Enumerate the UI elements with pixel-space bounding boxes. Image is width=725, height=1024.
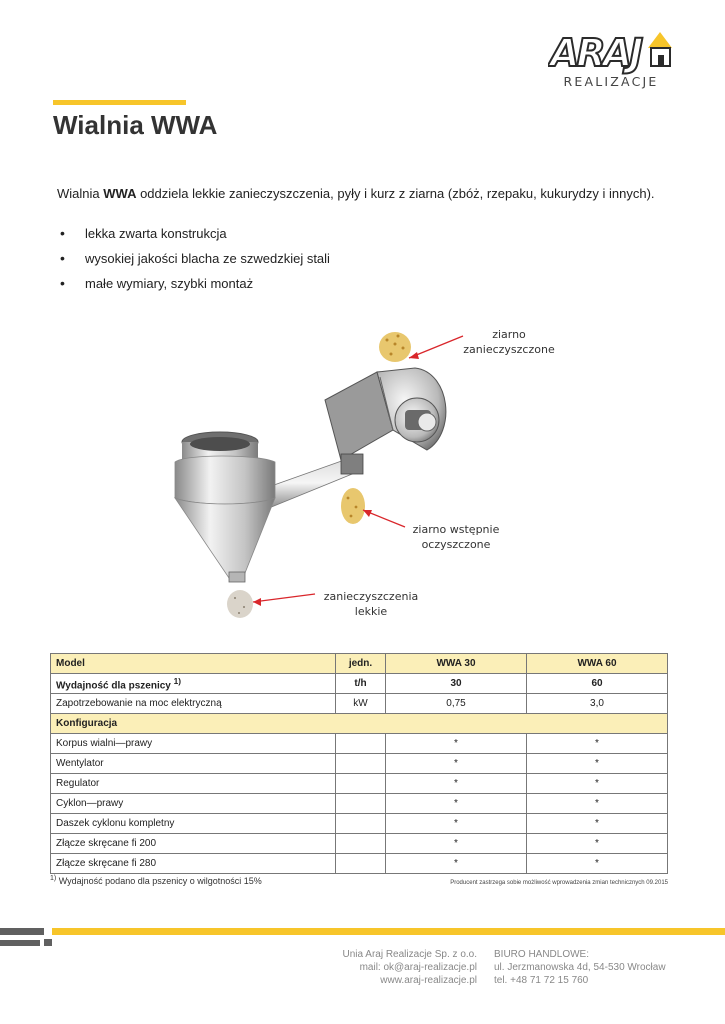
winnower-drawing [165,322,565,622]
araj-logo-mark [548,28,678,76]
row-value-wwa30: * [386,794,527,814]
feature-item: • lekka zwarta konstrukcja [60,226,330,251]
logo-subtitle: REALIZACJE [563,74,659,89]
header-unit: jedn. [336,654,386,674]
label-bot-line2: lekkie [354,605,388,618]
page-title [53,110,217,141]
row-value-wwa30: * [386,734,527,754]
label-light-impurities [311,589,431,619]
footer-office-title: BIURO HANDLOWE: [494,949,590,960]
title-bold: WWA [151,110,218,140]
title-normal: Wialnia [53,110,152,140]
row-value-wwa30: * [386,854,527,874]
row-value-wwa60: * [527,774,668,794]
header-wwa60: WWA 60 [527,654,668,674]
label-bot-line1: zanieczyszczenia [323,590,419,603]
footer-website[interactable]: www.araj-realizacje.pl [380,975,477,986]
machine-illustration [165,322,565,622]
table-row [51,814,668,834]
intro-text [57,186,655,201]
section-configuration: Konfiguracja [51,714,668,734]
label-precleaned-grain [391,522,521,552]
footer-dark-bar-lower [0,940,40,946]
feature-item: • wysokiej jakości blacha ze szwedzkiej stali [60,251,330,276]
label-contaminated-grain [449,327,569,357]
row-value-wwa60: * [527,794,668,814]
table-row [51,794,668,814]
footer-dark-bar [0,928,44,935]
dust-bottom [227,590,253,618]
table-row [51,674,668,694]
company-logo [548,28,678,90]
row-label: Daszek cyklonu kompletny [51,814,336,834]
table-row [51,734,668,754]
row-unit [336,854,386,874]
footnote-text: Wydajność podano dla pszenicy o wilgotności 15% [56,876,262,886]
row-unit [336,834,386,854]
table-row [51,774,668,794]
table-row [51,694,668,714]
row-value-wwa60: * [527,734,668,754]
producer-note: Producent zastrzega sobie możliwość wprowadzenia zmian technicznych 09.2015 [450,880,668,886]
row-label: Wentylator [51,754,336,774]
row-value-wwa60: * [527,854,668,874]
row-unit: kW [336,694,386,714]
row-label: Złącze skręcane fi 200 [51,834,336,854]
table-row [51,854,668,874]
footer-company-info [342,948,477,987]
feature-item: • małe wymiary, szybki montaż [60,276,330,301]
label-top-line1: ziarno [492,328,526,341]
intro-rest: oddziela lekkie zanieczyszczenia, pyły i kurz z ziarna (zbóż, rzepaku, kukurydzy i innych). [136,186,655,201]
cyclone [175,432,275,582]
intro-prefix: Wialnia [57,186,104,201]
row-value-wwa30: * [386,834,527,854]
row-label [51,674,336,694]
label-mid-line2: oczyszczone [421,538,491,551]
footnote-sup: 1) [50,875,57,882]
table-header-row [51,654,668,674]
row-value-wwa60: * [527,754,668,774]
row-value-wwa30: 30 [386,674,527,694]
row-unit [336,814,386,834]
row-value-wwa60: * [527,834,668,854]
row-value-wwa30: * [386,754,527,774]
row-label: Złącze skręcane fi 280 [51,854,336,874]
winnower-body [325,368,446,474]
table-section-row [51,714,668,734]
row-unit [336,774,386,794]
row-unit [336,734,386,754]
row-unit [336,794,386,814]
grain-top [379,332,411,362]
table-row [51,834,668,854]
row-label: Korpus wialni—prawy [51,734,336,754]
row-label-sup: 1) [173,675,182,686]
footer-address: ul. Jerzmanowska 4d, 54-530 Wrocław [494,962,666,973]
header-model: Model [51,654,336,674]
footer-phone[interactable]: tel. +48 71 72 15 760 [494,975,589,986]
table-row [51,754,668,774]
grain-middle [341,488,365,524]
footer-accent-bar [52,928,725,935]
footer-email[interactable]: mail: ok@araj-realizacje.pl [359,962,477,973]
footnote [50,875,262,886]
row-unit [336,754,386,774]
row-unit: t/h [336,674,386,694]
row-label: Regulator [51,774,336,794]
title-accent-bar [53,100,186,105]
row-value-wwa30: * [386,814,527,834]
row-label: Cyklon—prawy [51,794,336,814]
spec-table [50,653,668,874]
row-label-text: Wydajność dla pszenicy [56,680,171,692]
footer-office-info [494,948,666,987]
row-value-wwa30: * [386,774,527,794]
footer-company-name: Unia Araj Realizacje Sp. z o.o. [342,949,477,960]
feature-list [60,226,330,301]
intro-bold: WWA [103,186,137,201]
header-wwa30: WWA 30 [386,654,527,674]
label-top-line2: zanieczyszczone [463,343,555,356]
row-value-wwa60: 60 [527,674,668,694]
row-label: Zapotrzebowanie na moc elektryczną [51,694,336,714]
footer-dark-square [44,939,52,946]
row-value-wwa30: 0,75 [386,694,527,714]
logo-mark-text: ARAJ [550,31,641,75]
row-value-wwa60: * [527,814,668,834]
row-value-wwa60: 3,0 [527,694,668,714]
label-mid-line1: ziarno wstępnie [412,523,500,536]
